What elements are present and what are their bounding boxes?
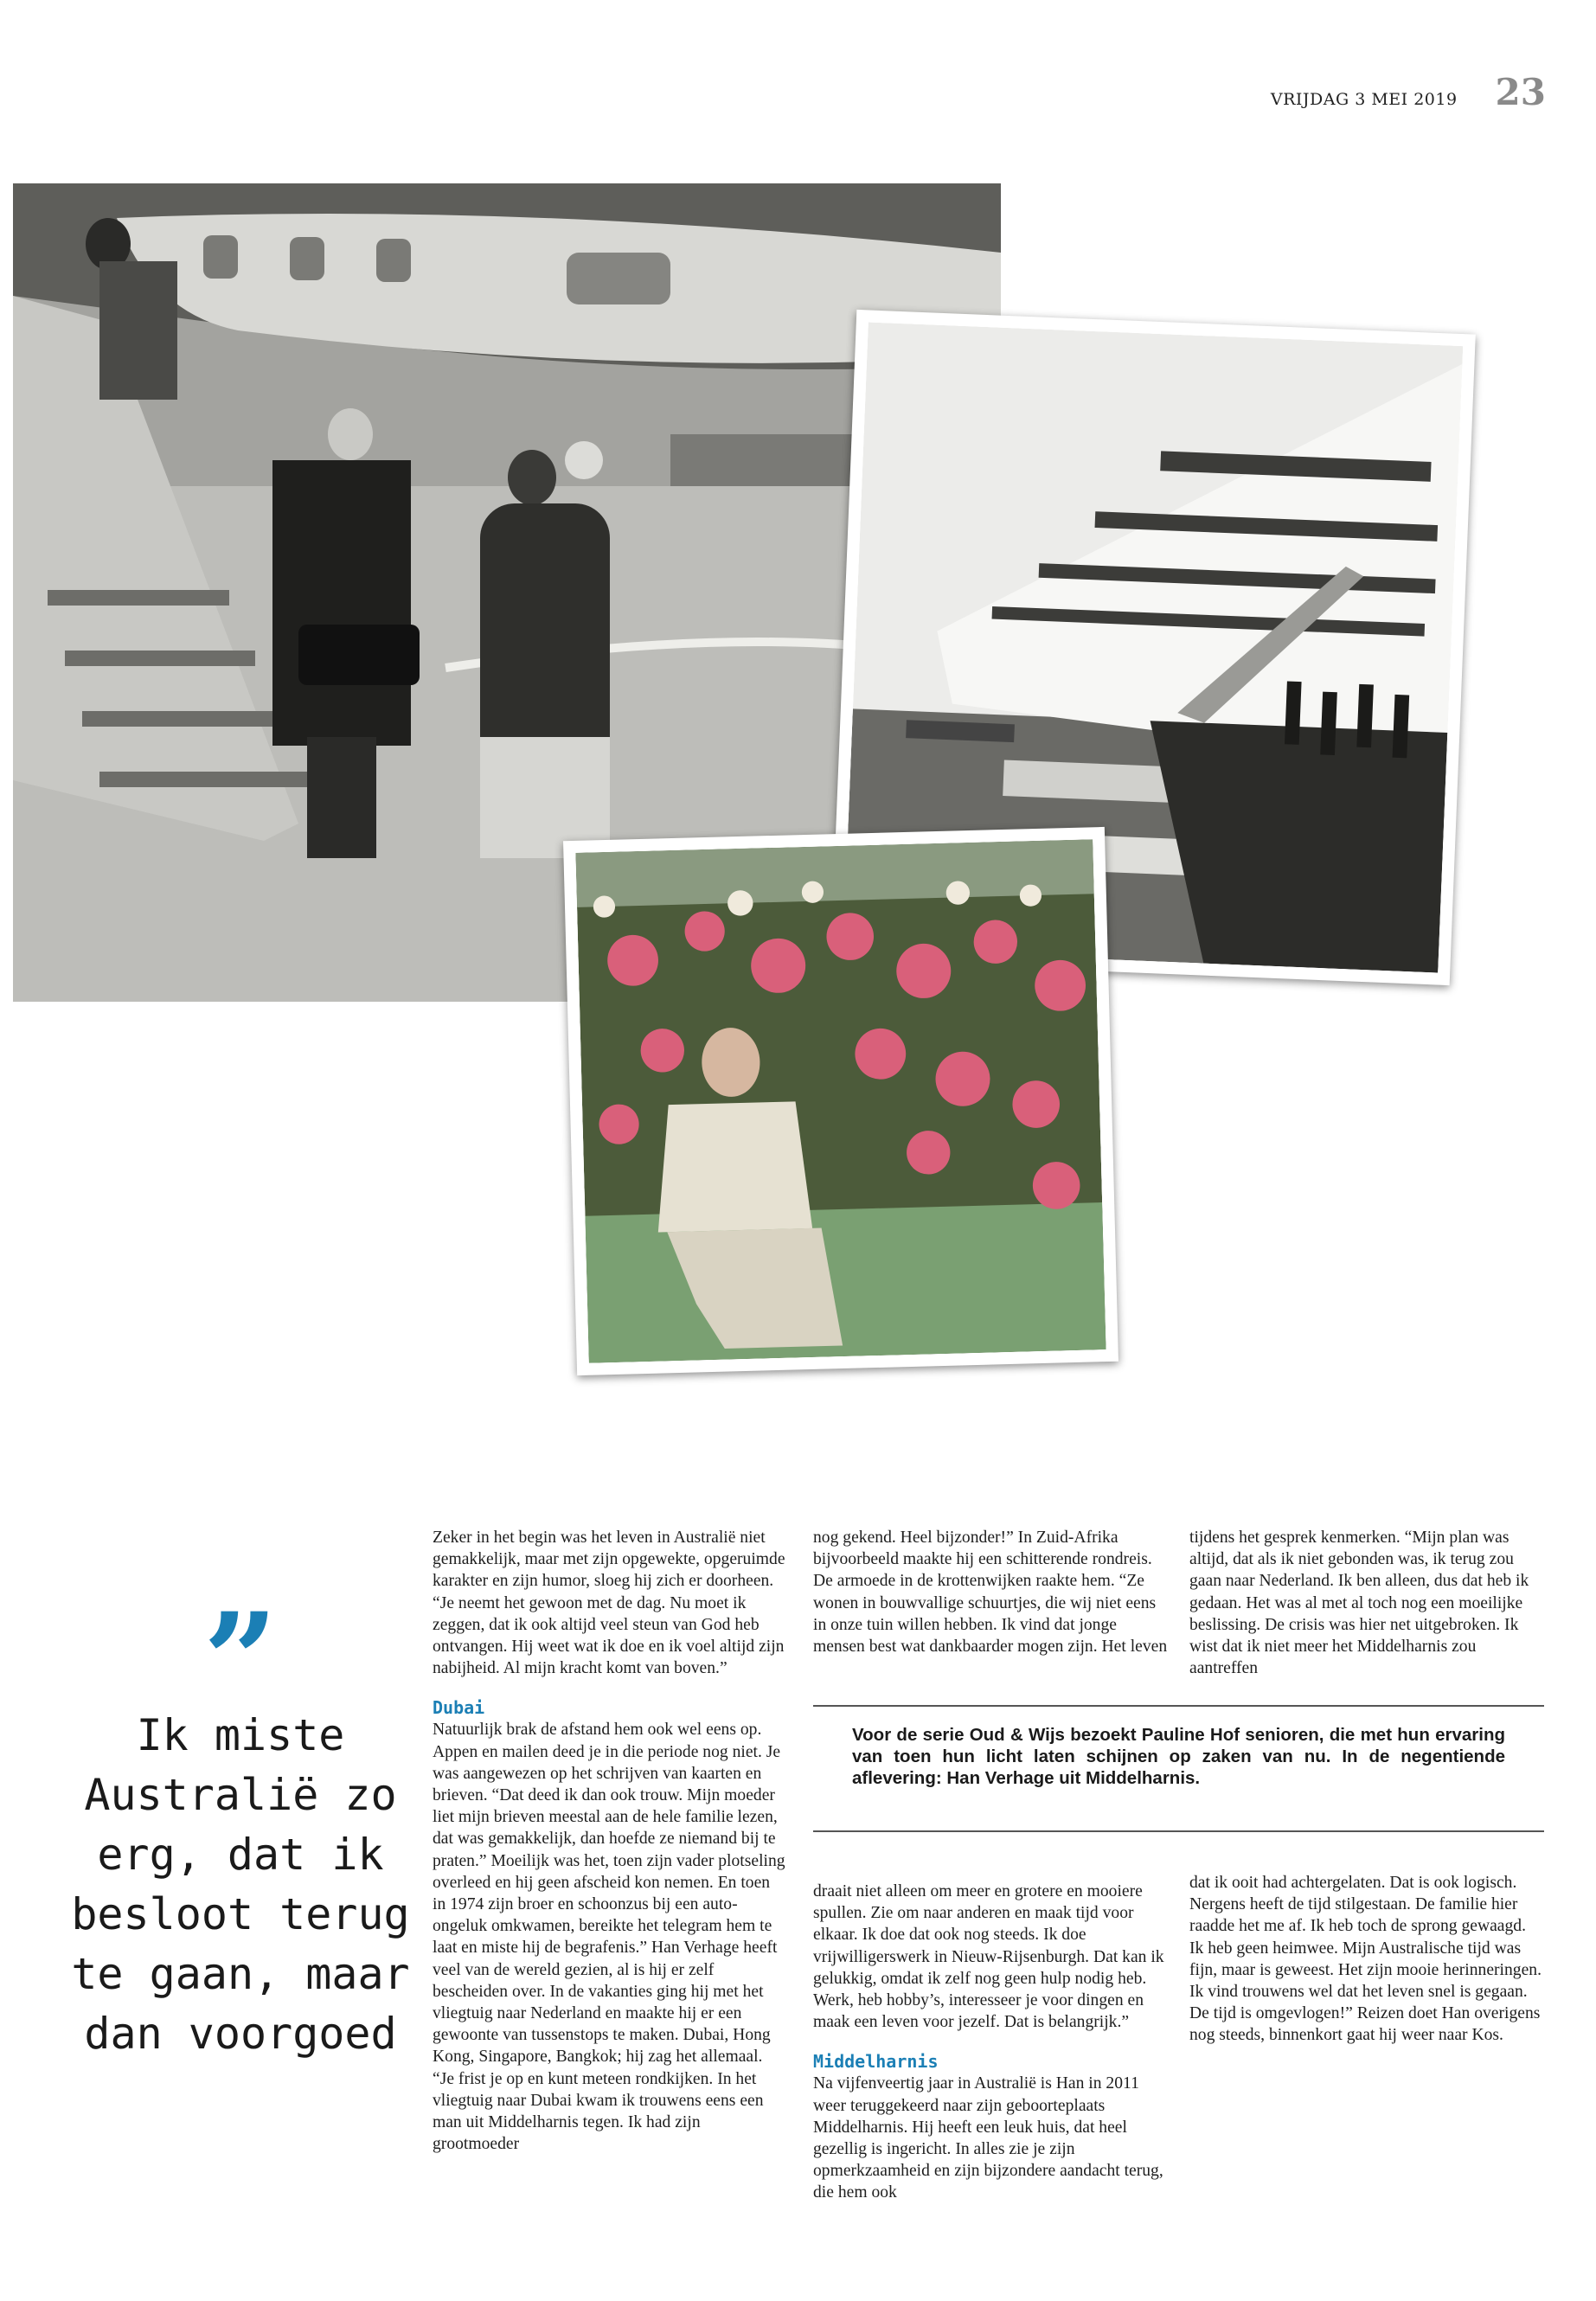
page-number: 23	[1495, 71, 1546, 113]
article-column-3-top	[1189, 1527, 1544, 1679]
pull-quote: Ik miste Australië zo erg, dat ik besloot terug te gaan, maar dan voorgoed	[71, 1710, 410, 2059]
article-paragraph: dat ik ooit had achtergelaten. Dat is ook logisch. Nergens heeft de tijd stilgestaan. De familie hier raadde het me af. Ik heb toch de sprong gewaagd. Ik heb geen heimwee. Mijn Australische tijd was fijn, maar is geweest. Het zijn mooie herinneringen. Ik vind trouwens wel dat het leven snel is gegaan. De tijd is omgevlogen!” Reizen doet Han overigens nog steeds, binnenkort gaat hij weer naar Kos.	[1189, 1874, 1542, 2045]
roses-photo-illustration	[575, 839, 1106, 1362]
article-paragraph: Na vijfenveertig jaar in Australië is Han in 2011 weer teruggekeerd naar zijn geboorteplaats Middelharnis. Hij heeft een leuk huis, dat heel gezellig is ingericht. In alles zie je zijn opmerkzaamheid en zijn bijzondere aandacht terug, die hem ook	[813, 2074, 1163, 2202]
article-paragraph: tijdens het gesprek kenmerken. “Mijn plan was altijd, dat als ik niet gebonden was, ik terug zou gaan naar Nederland. Ik ben alleen, dus dat heb ik gedaan. Het was al met al toch nog een moeilijke beslissing. De crisis was hier net uitgebroken. Ik wist dat ik niet meer het Middelharnis zou aantreffen	[1189, 1529, 1529, 1678]
article-paragraph: draait niet alleen om meer en grotere en mooiere spullen. Zie om naar anderen en maak tijd voor elkaar. Ik doe dat ook nog steeds. Ik doe vrijwilligerswerk in Nieuw-Rijsenburgh. Dat kan ik gelukkig, omdat ik zelf nog geen hulp nodig heb. Werk, heb hobby’s, interesseer je voor dingen en maak een leven voor jezelf. Dat is belangrijk.”	[813, 1882, 1164, 2032]
series-intro-box	[813, 1705, 1544, 1832]
article-column-3-bottom	[1189, 1872, 1544, 2047]
issue-date: VRIJDAG 3 MEI 2019	[1270, 90, 1458, 109]
subheading-dubai: Dubai	[433, 1697, 485, 1719]
pull-quote-mark: ”	[202, 1585, 279, 1737]
photo-roses-frame	[563, 827, 1118, 1375]
page-header	[1271, 71, 1546, 113]
article-column-2-top	[813, 1527, 1168, 1657]
article-paragraph: Natuurlijk brak de afstand hem ook wel eens op. Appen en mailen deed je in die periode nog niet. Je was aangewezen op het schrijven van kaarten en brieven. “Dat deed ik dan ook trouw. Mijn moeder liet mijn brieven meestal aan de hele familie lezen, dat was gemakkelijk, dan hoefde ze niemand bij te praten.” Moeilijk was het, toen zijn vader plotseling overleed en hij geen afscheid kon nemen. En toen in 1974 zijn broer en schoonzus bij een auto-ongeluk omkwamen, bereikte het telegram hem te laat en miste hij de begrafenis.” Han Verhage heeft veel van de wereld gezien, al is hij er zelf bescheiden over. In de vakanties ging hij met het vliegtuig naar Nederland en maakte hij er een gewoonte van tussenstops te maken. Dubai, Hong Kong, Singapore, Bangkok; hij zag het allemaal. “Je frist je op en kunt meteen rondkijken. In het vliegtuig naar Dubai kwam ik trouwens eens een man uit Middelharnis tegen. Ik had zijn grootmoeder	[433, 1721, 785, 2154]
article-column-2-bottom	[813, 1881, 1168, 2204]
subheading-middelharnis: Middelharnis	[813, 2051, 939, 2073]
article-paragraph: nog gekend. Heel bijzonder!” In Zuid-Afrika bijvoorbeeld maakte hij een schitterende rondreis. De armoede in de krottenwijken raakte hem. “Ze wonen in bouwvallige schuurtjes, die wij niet eens in onze tuin willen hebben. Ik vind dat jonge mensen best wat dankbaarder mogen zijn. Het leven	[813, 1529, 1168, 1657]
article-column-1	[433, 1527, 787, 2155]
series-intro: Voor de serie Oud & Wijs bezoekt Pauline Hof senioren, die met hun ervaring van toen hun licht laten schijnen op zaken van nu. In de negentiende aflevering: Han Verhage uit Middelharnis.	[852, 1725, 1505, 1788]
article-paragraph: Zeker in het begin was het leven in Australië niet gemakkelijk, maar met zijn opgewekte, opgeruimde karakter en zijn humor, sloeg hij zich er doorheen. “Je neemt het gewoon met de dag. Nu moet ik zeggen, dat ik ook altijd veel steun van God heb ontvangen. Hij weet wat ik doe en ik voel altijd zijn nabijheid. Al mijn kracht komt van boven.”	[433, 1529, 785, 1678]
